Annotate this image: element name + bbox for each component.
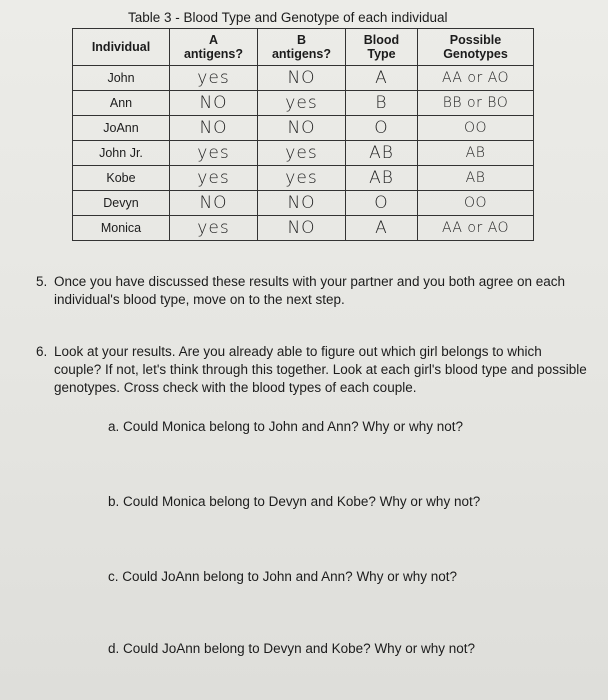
genotype-cell: AA or AO xyxy=(418,216,534,241)
header-b-bottom: antigens? xyxy=(271,47,332,61)
b-antigen-cell: NO xyxy=(258,191,346,216)
a-antigen-cell: yes xyxy=(170,216,258,241)
genotype-cell: AA or AO xyxy=(418,66,534,91)
question-6 xyxy=(36,343,590,397)
question-6c: c. Could JoAnn belong to John and Ann? Why or why not? xyxy=(108,569,457,584)
header-a-top: A xyxy=(208,33,219,47)
blood-type-cell: A xyxy=(346,66,418,91)
header-individual: Individual xyxy=(73,29,170,66)
b-antigen-cell: NO xyxy=(258,116,346,141)
header-genotypes xyxy=(418,29,534,66)
genotype-cell: OO xyxy=(418,191,534,216)
row-name-cell: JoAnn xyxy=(73,116,170,141)
b-antigen-cell: NO xyxy=(258,66,346,91)
a-antigen-cell: NO xyxy=(170,91,258,116)
table-row xyxy=(73,66,534,91)
question-5-text: Once you have discussed these results with your partner and you both agree on each individual's blood type, move on to the next step. xyxy=(54,274,566,307)
blood-type-table xyxy=(72,28,534,241)
table-row xyxy=(73,166,534,191)
genotype-cell: BB or BO xyxy=(418,91,534,116)
blood-type-cell: AB xyxy=(346,166,418,191)
blood-type-cell: B xyxy=(346,91,418,116)
a-antigen-cell: NO xyxy=(170,191,258,216)
question-5-number: 5. xyxy=(36,274,48,289)
genotype-cell: AB xyxy=(418,166,534,191)
header-blood-type xyxy=(346,29,418,66)
row-name-cell: John Jr. xyxy=(73,141,170,166)
a-antigen-cell: NO xyxy=(170,116,258,141)
table-row xyxy=(73,91,534,116)
header-b-antigens xyxy=(258,29,346,66)
a-antigen-cell: yes xyxy=(170,166,258,191)
question-6d: d. Could JoAnn belong to Devyn and Kobe? Why or why not? xyxy=(108,641,475,656)
genotype-cell: AB xyxy=(418,141,534,166)
row-name-cell: Ann xyxy=(73,91,170,116)
b-antigen-cell: yes xyxy=(258,166,346,191)
blood-type-cell: AB xyxy=(346,141,418,166)
question-6-number: 6. xyxy=(36,344,48,359)
header-type-bottom: Type xyxy=(367,47,396,61)
table-row xyxy=(73,216,534,241)
row-name-cell: Monica xyxy=(73,216,170,241)
table-row xyxy=(73,116,534,141)
a-antigen-cell: yes xyxy=(170,141,258,166)
question-6b: b. Could Monica belong to Devyn and Kobe? Why or why not? xyxy=(108,494,481,509)
b-antigen-cell: NO xyxy=(258,216,346,241)
question-6-text: Look at your results. Are you already able to figure out which girl belongs to which couple? If not, let's think through this together. Look at each girl's blood type and possible genotypes. Cross check with the blood types of each couple. xyxy=(54,344,587,395)
row-name-cell: Kobe xyxy=(73,166,170,191)
blood-type-cell: A xyxy=(346,216,418,241)
header-geno-top: Possible xyxy=(449,33,502,47)
row-name-cell: Devyn xyxy=(73,191,170,216)
header-b-top: B xyxy=(296,33,307,47)
table-row xyxy=(73,191,534,216)
header-geno-bottom: Genotypes xyxy=(443,47,508,61)
b-antigen-cell: yes xyxy=(258,141,346,166)
header-type-top: Blood xyxy=(363,33,400,47)
row-name-cell: John xyxy=(73,66,170,91)
b-antigen-cell: yes xyxy=(258,91,346,116)
question-5 xyxy=(36,273,584,309)
header-a-antigens xyxy=(170,29,258,66)
genotype-cell: OO xyxy=(418,116,534,141)
question-6a: a. Could Monica belong to John and Ann? Why or why not? xyxy=(108,419,463,434)
header-a-bottom: antigens? xyxy=(183,47,244,61)
table-header-row xyxy=(73,29,534,66)
blood-type-cell: O xyxy=(346,116,418,141)
a-antigen-cell: yes xyxy=(170,66,258,91)
table-row xyxy=(73,141,534,166)
blood-type-cell: O xyxy=(346,191,418,216)
table-caption: Table 3 - Blood Type and Genotype of each individual xyxy=(128,10,448,25)
